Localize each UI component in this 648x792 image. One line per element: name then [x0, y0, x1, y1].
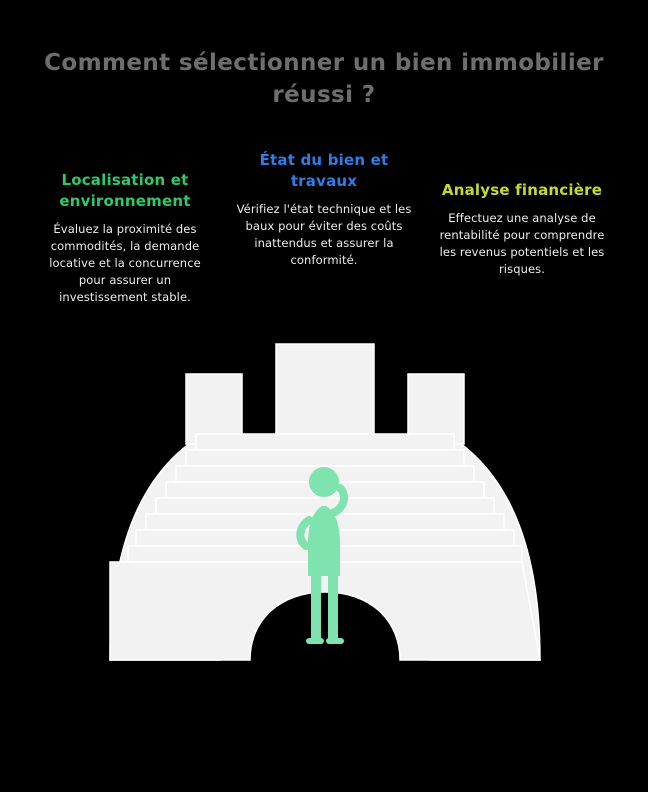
- column-etat-du-bien-heading: État du bien et travaux: [259, 151, 389, 190]
- stairs-shape: [110, 344, 540, 660]
- column-analyse-financiere: [432, 180, 612, 278]
- column-analyse-financiere-heading: Analyse financière: [441, 181, 603, 199]
- column-localisation-heading: Localisation et environnement: [59, 171, 191, 210]
- page-title: Comment sélectionner un bien immobilier réussi ?: [44, 50, 604, 108]
- column-etat-du-bien-body: Vérifiez l'état technique et les baux pour éviter des coûts inattendus et assurer la conformité.: [236, 202, 412, 267]
- column-localisation: [35, 170, 215, 306]
- stairs-illustration: [100, 330, 550, 670]
- column-analyse-financiere-body: Effectuez une analyse de rentabilité pour comprendre les revenus potentiels et les risques.: [439, 211, 605, 276]
- column-localisation-body: Évaluez la proximité des commodités, la demande locative et la concurrence pour assurer un investissement stable.: [49, 222, 201, 304]
- column-etat-du-bien: [234, 150, 414, 269]
